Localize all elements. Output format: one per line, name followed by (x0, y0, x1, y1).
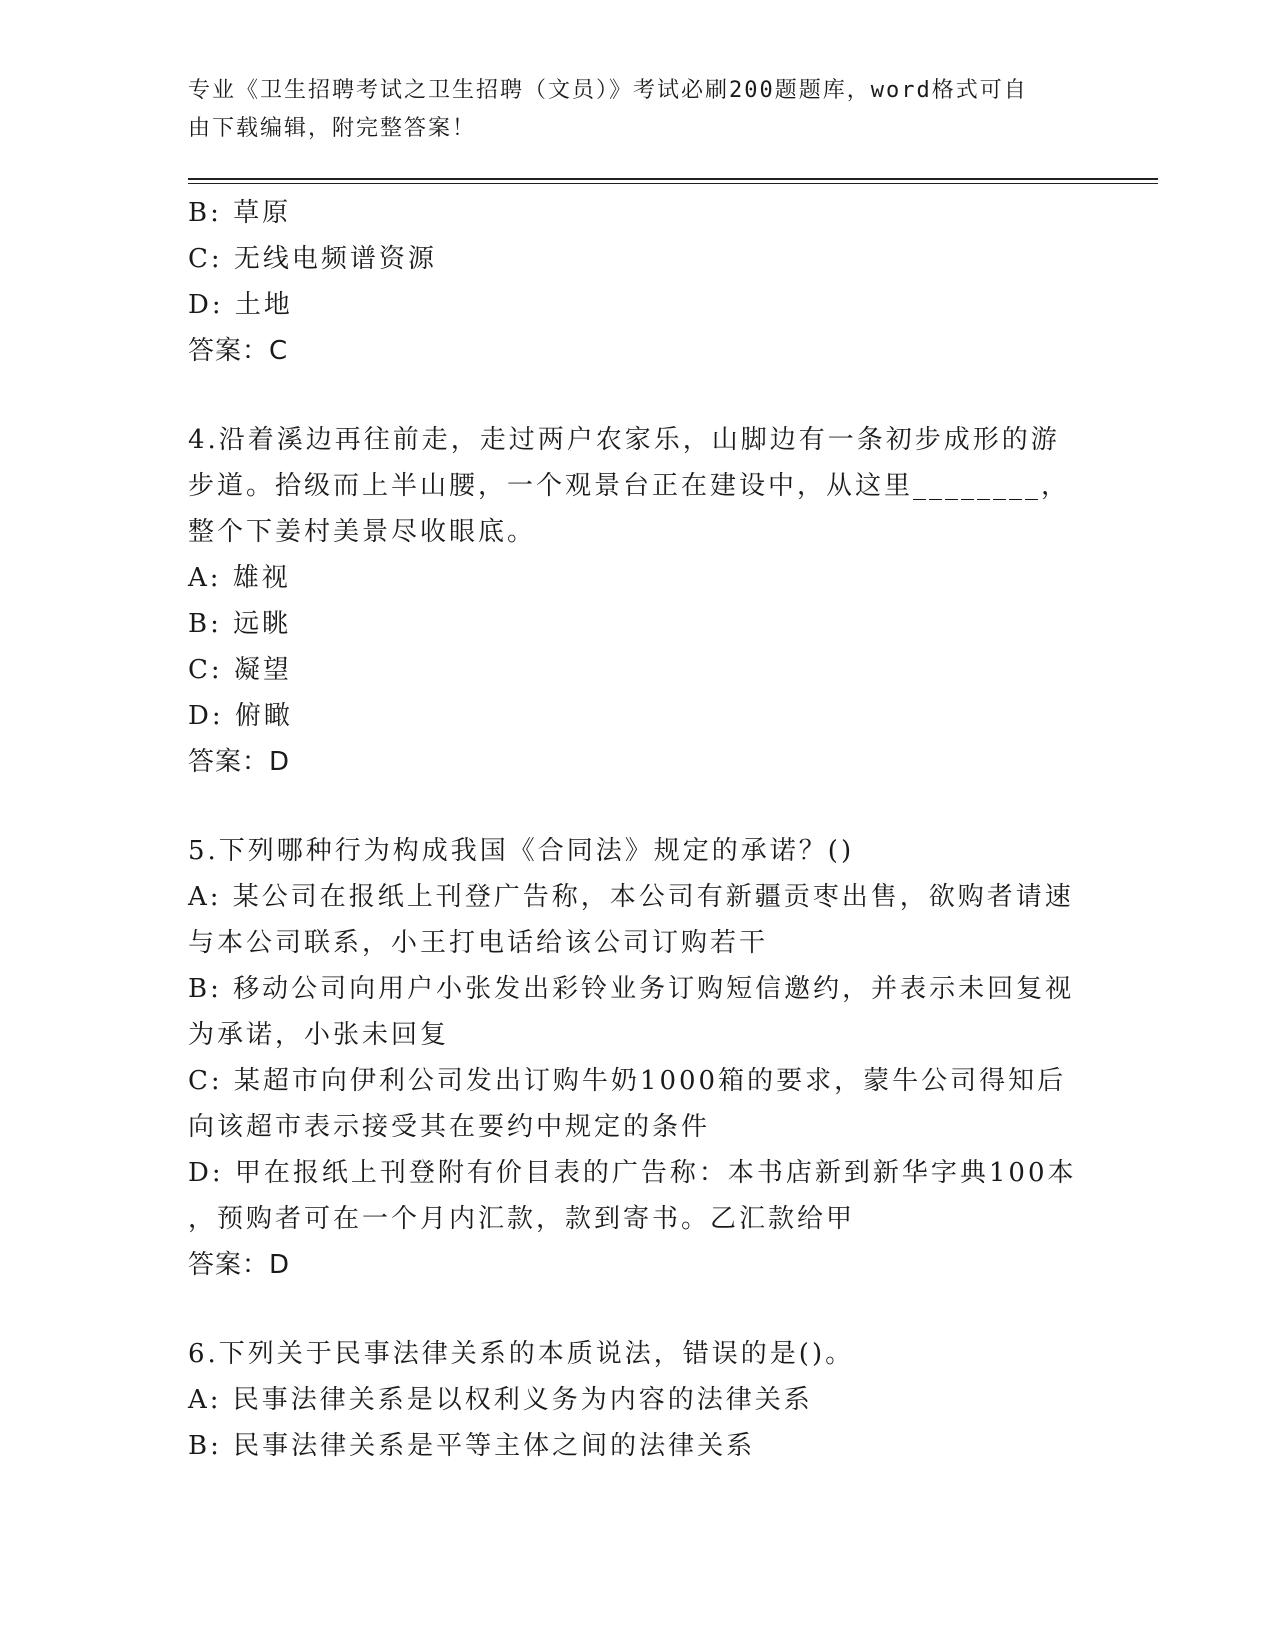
option-d-continued: ，预购者可在一个月内汇款，款到寄书。乙汇款给甲 (188, 1204, 856, 1234)
option-c: C: 某超市向伊利公司发出订购牛奶1000箱的要求，蒙牛公司得知后 (188, 1066, 1067, 1096)
option-c: C: 凝望 (188, 655, 292, 685)
question-stem: 整个下姜村美景尽收眼底。 (188, 517, 537, 547)
option-b: B: 移动公司向用户小张发出彩铃业务订购短信邀约，并表示未回复视 (188, 974, 1075, 1004)
option-a: A: 民事法律关系是以权利义务为内容的法律关系 (188, 1385, 813, 1415)
option-a-continued: 与本公司联系，小王打电话给该公司订购若干 (188, 928, 769, 958)
option-b: B: 远眺 (188, 609, 292, 639)
question-4 (188, 417, 1088, 785)
question-3 (188, 190, 1088, 374)
question-list (188, 190, 1088, 1469)
option-b-continued: 为承诺，小张未回复 (188, 1020, 450, 1050)
question-6 (188, 1331, 1088, 1469)
header-line-1: 专业《卫生招聘考试之卫生招聘（文员）》考试必刷200题题库，word格式可自 (188, 78, 1028, 103)
answer-label: 答案：C (188, 336, 289, 366)
option-d: D: 土地 (188, 290, 293, 320)
answer-label: 答案：D (188, 1250, 291, 1280)
question-stem: 6.下列关于民事法律关系的本质说法，错误的是()。 (188, 1339, 855, 1369)
option-d: D: 甲在报纸上刊登附有价目表的广告称：本书店新到新华字典100本 (188, 1158, 1077, 1188)
option-a: A: 某公司在报纸上刊登广告称，本公司有新疆贡枣出售，欲购者请速 (188, 882, 1074, 912)
answer-label: 答案：D (188, 747, 291, 777)
question-stem: 5.下列哪种行为构成我国《合同法》规定的承诺？() (188, 836, 855, 866)
header-rule-thick (188, 178, 1158, 180)
option-b: B: 民事法律关系是平等主体之间的法律关系 (188, 1431, 756, 1461)
document-header (188, 72, 1068, 148)
question-stem: 步道。拾级而上半山腰，一个观景台正在建设中，从这里________， (188, 471, 1071, 501)
header-rule-thin (188, 183, 1158, 184)
option-b: B: 草原 (188, 198, 292, 228)
question-stem: 4.沿着溪边再往前走，走过两户农家乐，山脚边有一条初步成形的游 (188, 425, 1060, 455)
option-a: A: 雄视 (188, 563, 291, 593)
header-line-2: 由下载编辑，附完整答案！ (188, 116, 477, 141)
option-c: C: 无线电频谱资源 (188, 244, 437, 274)
option-d: D: 俯瞰 (188, 701, 293, 731)
option-c-continued: 向该超市表示接受其在要约中规定的条件 (188, 1112, 711, 1142)
question-5 (188, 828, 1088, 1288)
